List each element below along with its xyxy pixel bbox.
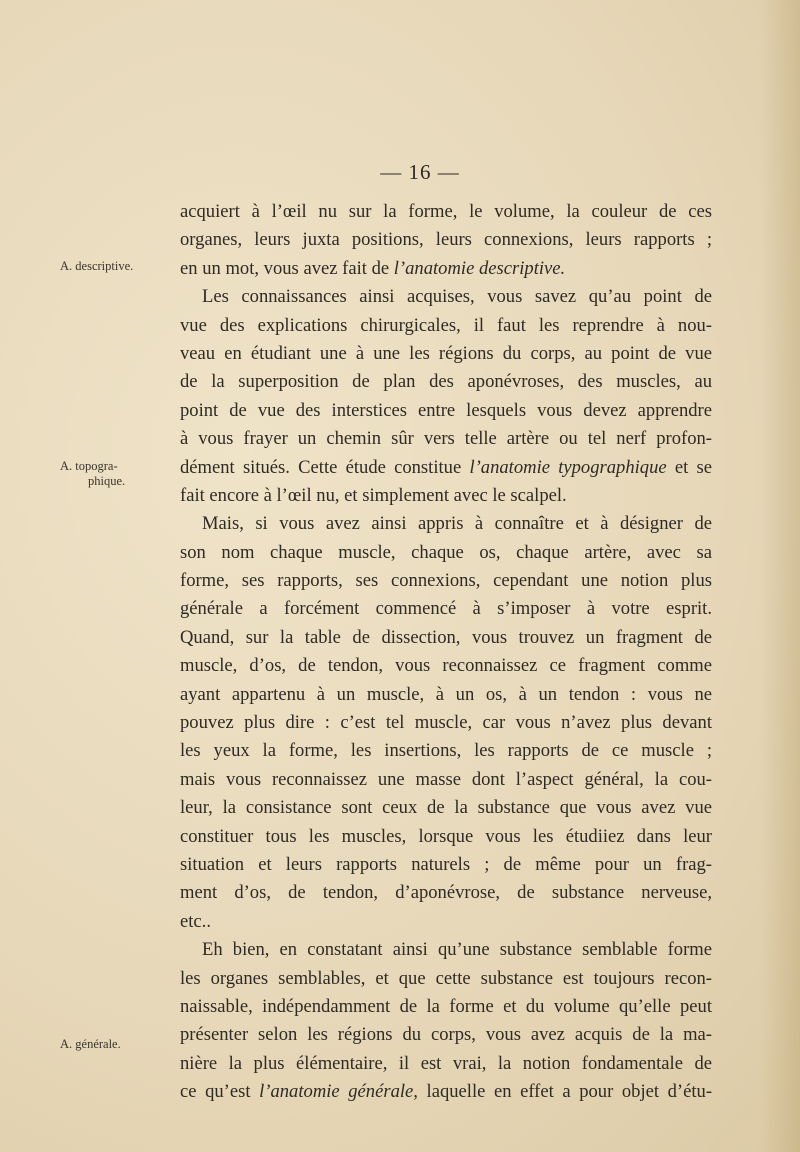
emphasis-anatomie-descriptive: l’anatomie descriptive. — [393, 257, 566, 279]
text-line: ayant appartenu à un muscle, à un os, à un tendon : vous ne — [180, 683, 712, 705]
emphasis-anatomie-generale: l’anatomie générale, — [259, 1081, 418, 1103]
text-line: vue des explications chirurgicales, il faut les reprendre à nou- — [180, 314, 712, 336]
text-line: Mais, si vous avez ainsi appris à connaître et à désigner de — [202, 513, 712, 535]
margin-note-line: phique. — [88, 474, 126, 488]
text-line: Eh bien, en constatant ainsi qu’une substance semblable forme — [202, 939, 712, 961]
text-line: générale a forcément commencé à s’imposer à votre esprit. — [180, 598, 712, 620]
text-line: situation et leurs rapports naturels ; de même pour un frag- — [180, 853, 712, 875]
text-line: forme, ses rapports, ses connexions, cependant une notion plus — [180, 570, 712, 592]
text-line — [180, 454, 712, 482]
text-line: pouvez plus dire : c’est tel muscle, car vous n’avez plus devant — [180, 712, 712, 734]
text-line: présenter selon les régions du corps, vous avez acquis de la ma- — [180, 1024, 712, 1046]
text-line: leur, la consistance sont ceux de la substance que vous avez vue — [180, 797, 712, 819]
text-line — [180, 1078, 712, 1106]
text-line: naissable, indépendamment de la forme et du volume qu’elle peut — [180, 995, 712, 1017]
text-line: mais vous reconnaissez une masse dont l’aspect général, la cou- — [180, 768, 712, 790]
text-line: les organes semblables, et que cette substance est toujours recon- — [180, 967, 712, 989]
margin-note-line: A. générale. — [60, 1037, 121, 1051]
margin-note-topographique — [60, 459, 176, 489]
text-line: son nom chaque muscle, chaque os, chaque artère, avec sa — [180, 541, 712, 563]
text-line-start: dément situés. Cette étude constitue — [180, 456, 470, 478]
text-line: fait encore à l’œil nu, et simplement avec le scalpel. — [180, 484, 567, 506]
text-line: organes, leurs juxta positions, leurs connexions, leurs rapports ; — [180, 229, 712, 251]
text-line: à vous frayer un chemin sûr vers telle artère ou tel nerf profon- — [180, 428, 712, 450]
text-line: ment d’os, de tendon, d’aponévrose, de substance nerveuse, — [180, 882, 712, 904]
text-line: veau en étudiant une à une les régions du corps, au point de vue — [180, 342, 712, 364]
emphasis-anatomie-topographique: l’anatomie typographique — [469, 456, 667, 478]
margin-note-line: A. descriptive. — [60, 259, 134, 273]
text-line-end: laquelle en effet a pour objet d’étu- — [417, 1081, 713, 1103]
text-line: constituer tous les muscles, lorsque vous les étudiiez dans leur — [180, 825, 712, 847]
text-line: etc.. — [180, 910, 211, 932]
body-text — [180, 198, 712, 1107]
margin-note-descriptive — [60, 259, 176, 274]
text-line: point de vue des interstices entre lesquels vous devez apprendre — [180, 399, 712, 421]
text-line: Les connaissances ainsi acquises, vous savez qu’au point de — [202, 286, 712, 308]
text-line-start: ce qu’est — [180, 1081, 260, 1103]
margin-note-line: A. topogra- — [60, 459, 118, 473]
text-line-start: en un mot, vous avez fait de — [180, 257, 394, 279]
text-line: acquiert à l’œil nu sur la forme, le volume, la couleur de ces — [180, 201, 712, 222]
text-line-end: et se — [666, 456, 713, 478]
page-edge-stain — [760, 0, 800, 1152]
margin-note-generale — [60, 1037, 176, 1052]
text-line: muscle, d’os, de tendon, vous reconnaissez ce fragment comme — [180, 655, 712, 677]
text-line: de la superposition de plan des aponévroses, des muscles, au — [180, 371, 712, 393]
text-line: nière la plus élémentaire, il est vrai, la notion fondamentale de — [180, 1052, 712, 1074]
text-line: Quand, sur la table de dissection, vous trouvez un fragment de — [180, 626, 712, 648]
text-line: les yeux la forme, les insertions, les rapports de ce muscle ; — [180, 740, 712, 762]
page-number: — 16 — — [380, 160, 460, 184]
text-line — [180, 255, 712, 283]
